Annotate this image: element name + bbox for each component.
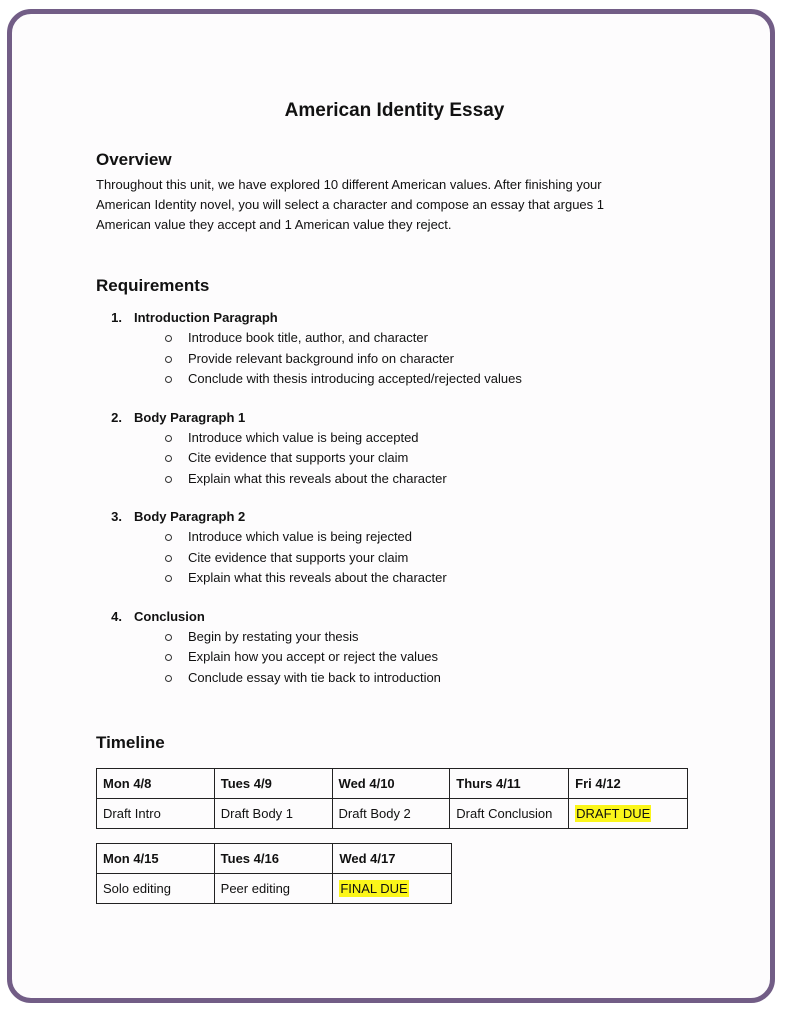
table-header-row (97, 844, 452, 874)
sub-point: Explain how you accept or reject the values (96, 647, 656, 668)
table-row (97, 874, 452, 904)
table-cell: Peer editing (214, 874, 333, 904)
item-title: Body Paragraph 1 (134, 409, 246, 425)
highlighted-due-text: DRAFT DUE (576, 806, 651, 821)
item-number: 1. (111, 310, 122, 325)
highlighted-due-text: FINAL DUE (340, 881, 408, 896)
circle-bullet-icon (165, 634, 172, 641)
document-title: American Identity Essay (284, 100, 505, 121)
sub-point: Conclude essay with tie back to introduction (96, 668, 656, 689)
sub-point: Cite evidence that supports your claim (96, 548, 656, 569)
table-header-row (97, 769, 688, 799)
table-cell: Mon 4/8 (97, 769, 215, 799)
circle-bullet-icon (165, 356, 172, 363)
table-cell: Thurs 4/11 (450, 769, 569, 799)
timeline-table-week1 (96, 768, 688, 829)
circle-bullet-icon (165, 675, 172, 682)
table-cell: Draft Body 2 (332, 799, 450, 829)
table-cell (569, 799, 688, 829)
circle-bullet-icon (165, 476, 172, 483)
sub-point: Begin by restating your thesis (96, 627, 656, 648)
item-title: Body Paragraph 2 (134, 509, 246, 524)
overview-paragraph: Throughout this unit, we have explored 10 different American values. After finishing your American Identity novel, you will select a character and compose an essay that argues 1 American value they accept and 1 American value they reject. (96, 177, 604, 232)
table-row (97, 799, 688, 829)
overview-heading: Overview (96, 150, 172, 169)
table-cell: Tues 4/16 (214, 844, 333, 874)
circle-bullet-icon (165, 455, 172, 462)
table-cell: Wed 4/17 (333, 844, 452, 874)
sub-point: Explain what this reveals about the character (96, 568, 656, 589)
circle-bullet-icon (165, 435, 172, 442)
item-title: Conclusion (134, 608, 205, 624)
sub-point: Conclude with thesis introducing accepted/rejected values (96, 369, 656, 390)
table-cell (333, 874, 452, 904)
table-cell: Fri 4/12 (569, 769, 688, 799)
table-cell: Mon 4/15 (97, 844, 215, 874)
table-cell: Solo editing (97, 874, 215, 904)
requirement-item (96, 507, 656, 589)
sub-point: Cite evidence that supports your claim (96, 448, 656, 469)
circle-bullet-icon (165, 654, 172, 661)
timeline-table-week2 (96, 843, 452, 904)
sub-point: Explain what this reveals about the character (96, 469, 656, 490)
requirement-item (96, 408, 656, 490)
circle-bullet-icon (165, 555, 172, 562)
table-cell: Draft Conclusion (450, 799, 569, 829)
timeline-heading: Timeline (96, 733, 165, 752)
item-number: 3. (111, 509, 122, 524)
requirements-list (96, 308, 656, 706)
sub-point: Introduce which value is being rejected (96, 527, 656, 548)
table-cell: Draft Intro (97, 799, 215, 829)
sub-point: Provide relevant background info on character (96, 349, 656, 370)
requirement-item (96, 308, 656, 390)
item-number: 4. (111, 608, 122, 624)
circle-bullet-icon (165, 335, 172, 342)
table-cell: Tues 4/9 (214, 769, 332, 799)
sub-point: Introduce which value is being accepted (96, 428, 656, 449)
circle-bullet-icon (165, 534, 172, 541)
requirement-item (96, 607, 656, 689)
circle-bullet-icon (165, 575, 172, 582)
circle-bullet-icon (165, 376, 172, 383)
item-title: Introduction Paragraph (134, 310, 278, 325)
item-number: 2. (111, 409, 122, 425)
requirements-heading: Requirements (96, 276, 210, 295)
sub-point: Introduce book title, author, and character (96, 328, 656, 349)
table-cell: Draft Body 1 (214, 799, 332, 829)
table-cell: Wed 4/10 (332, 769, 450, 799)
